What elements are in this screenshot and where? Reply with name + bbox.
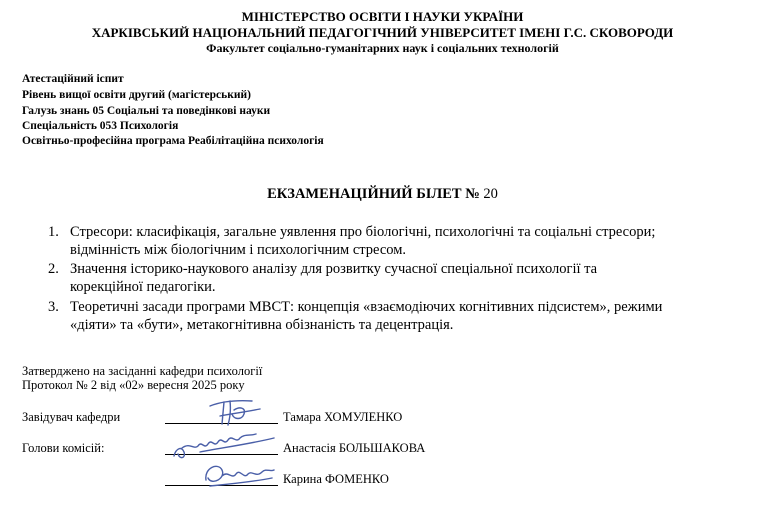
exam-type: Атестаційний іспит — [22, 73, 124, 85]
university-heading: ХАРКІВСЬКИЙ НАЦІОНАЛЬНИЙ ПЕДАГОГІЧНИЙ УНІВЕРСИТЕТ ІМЕНІ Г.С. СКОВОРОДИ — [91, 25, 674, 40]
signature-role-head: Завідувач кафедри — [22, 410, 121, 424]
question-1-line-2: відмінність між біологічним і психологічним стресом. — [70, 242, 407, 258]
program: Освітньо-професійна програма Реабілітаційна психологія — [22, 135, 324, 147]
question-1-number: 1. — [48, 224, 59, 240]
ministry-heading: МІНІСТЕРСТВО ОСВІТИ І НАУКИ УКРАЇНИ — [241, 9, 524, 24]
ticket-title — [0, 186, 765, 203]
question-2 — [70, 260, 750, 296]
handwritten-signature-3 — [196, 458, 278, 492]
signature-name-head: Тамара ХОМУЛЕНКО — [283, 410, 403, 424]
question-2-number: 2. — [48, 261, 59, 277]
question-1 — [70, 223, 750, 259]
handwritten-signature-2 — [170, 426, 280, 462]
signature-name-commission-2: Карина ФОМЕНКО — [283, 472, 389, 486]
faculty-heading: Факультет соціально-гуманітарних наук і соціальних технологій — [206, 41, 559, 55]
signature-role-commission: Голови комісій: — [22, 441, 105, 455]
ticket-title-label: ЕКЗАМЕНАЦІЙНИЙ БІЛЕТ № — [267, 186, 480, 202]
specialty: Спеціальність 053 Психологія — [22, 120, 179, 132]
question-3 — [70, 298, 750, 334]
protocol-line: Протокол № 2 від «02» вересня 2025 року — [22, 378, 245, 392]
approval-line: Затверджено на засіданні кафедри психології — [22, 364, 263, 378]
ticket-number: 20 — [483, 186, 498, 202]
question-2-line-1: Значення історико-наукового аналізу для розвитку сучасної спеціальної психології та — [70, 261, 598, 277]
question-1-line-1: Стресори: класифікація, загальне уявлення про біологічні, психологічні та соціальні стресори; — [70, 224, 656, 240]
question-2-line-2: корекційної педагогіки. — [70, 279, 216, 295]
education-level: Рівень вищої освіти другий (магістерський) — [22, 89, 251, 101]
handwritten-signature-1 — [200, 392, 275, 428]
question-3-number: 3. — [48, 299, 59, 315]
question-3-line-1: Теоретичні засади програми МВСТ: концепція «взаємодіючих когнітивних підсистем», режими — [70, 299, 663, 315]
signature-name-commission-1: Анастасія БОЛЬШАКОВА — [283, 441, 426, 455]
question-3-line-2: «діяти» та «бути», метакогнітивна обізнаність та децентрація. — [70, 317, 454, 333]
field-of-knowledge: Галузь знань 05 Соціальні та поведінкові науки — [22, 105, 271, 117]
